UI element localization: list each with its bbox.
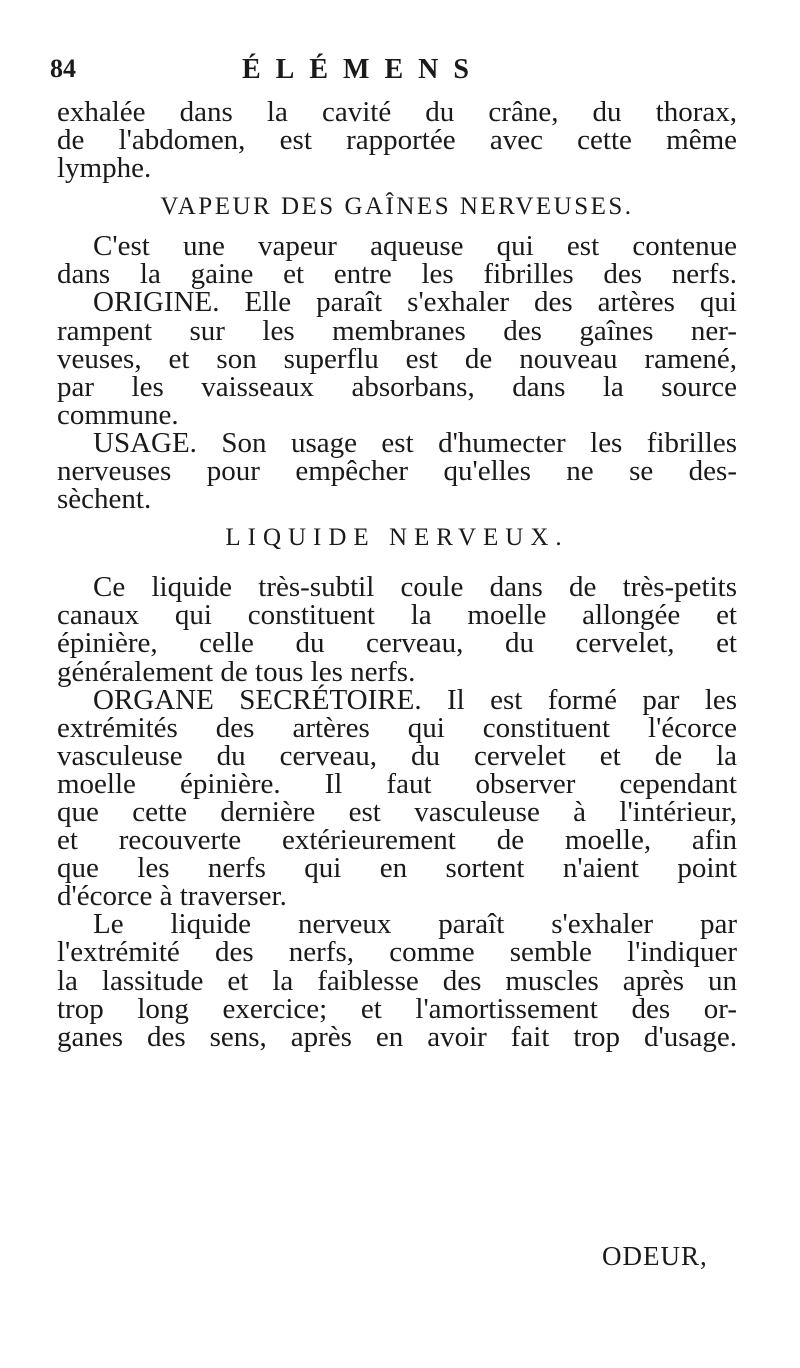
text-line: Le liquide nerveux paraît s'exhaler par	[93, 908, 737, 941]
text-line: moelle épinière. Il faut observer cependant	[57, 767, 737, 800]
text-line: ORGANE SECRÉTOIRE. Il est formé par les	[93, 683, 737, 716]
text-line: par les vaisseaux absorbans, dans la source	[57, 370, 737, 403]
text-line: épinière, celle du cerveau, du cervelet, et	[57, 627, 737, 660]
text-line: Ce liquide très-subtil coule dans de très-petits	[93, 571, 737, 604]
running-head	[50, 54, 610, 94]
text-line: C'est une vapeur aqueuse qui est contenue	[93, 230, 737, 263]
text-line: l'extrémité des nerfs, comme semble l'indiquer	[57, 936, 737, 969]
text-line: canaux qui constituent la moelle allongée et	[57, 599, 737, 632]
text-line: trop long exercice; et l'amortissement des or-	[57, 992, 737, 1025]
section-heading: LIQUIDE NERVEUX.	[225, 524, 569, 552]
text-line: vasculeuse du cerveau, du cervelet et de la	[57, 739, 737, 772]
text-line: que les nerfs qui en sortent n'aient point	[57, 852, 737, 885]
text-line: la lassitude et la faiblesse des muscles après un	[57, 964, 737, 997]
text-line: veuses, et son superflu est de nouveau ramené,	[57, 342, 737, 375]
section-heading: VAPEUR DES GAÎNES NERVEUSES.	[160, 193, 634, 221]
text-line: que cette dernière est vasculeuse à l'intérieur,	[57, 795, 737, 828]
text-line: extrémités des artères qui constituent l'écorce	[57, 711, 737, 744]
catchword: ODEUR,	[602, 1241, 708, 1271]
text-line: sèchent.	[57, 483, 152, 516]
text-line: ORIGINE. Elle paraît s'exhaler des artères qui	[93, 286, 737, 319]
text-line: USAGE. Son usage est d'humecter les fibrilles	[93, 426, 737, 459]
text-line: dans la gaine et entre les fibrilles des nerfs.	[57, 258, 737, 291]
text-line: exhalée dans la cavité du crâne, du thorax,	[57, 96, 737, 128]
text-line: ganes des sens, après en avoir fait trop d'usage.	[57, 1020, 737, 1053]
text-line: et recouverte extérieurement de moelle, afin	[57, 824, 737, 857]
text-line: lymphe.	[57, 152, 152, 185]
text-line: commune.	[57, 398, 179, 431]
text-line: rampent sur les membranes des gaînes ner-	[57, 314, 737, 347]
text-line: d'écorce à traverser.	[57, 880, 287, 913]
text-line: nerveuses pour empêcher qu'elles ne se des-	[57, 455, 737, 488]
body-text	[57, 98, 737, 1051]
running-title: ÉLÉMENS	[242, 54, 484, 85]
text-line: généralement de tous les nerfs.	[57, 655, 416, 688]
page-number: 84	[50, 54, 76, 83]
text-line: de l'abdomen, est rapportée avec cette même	[57, 124, 737, 157]
